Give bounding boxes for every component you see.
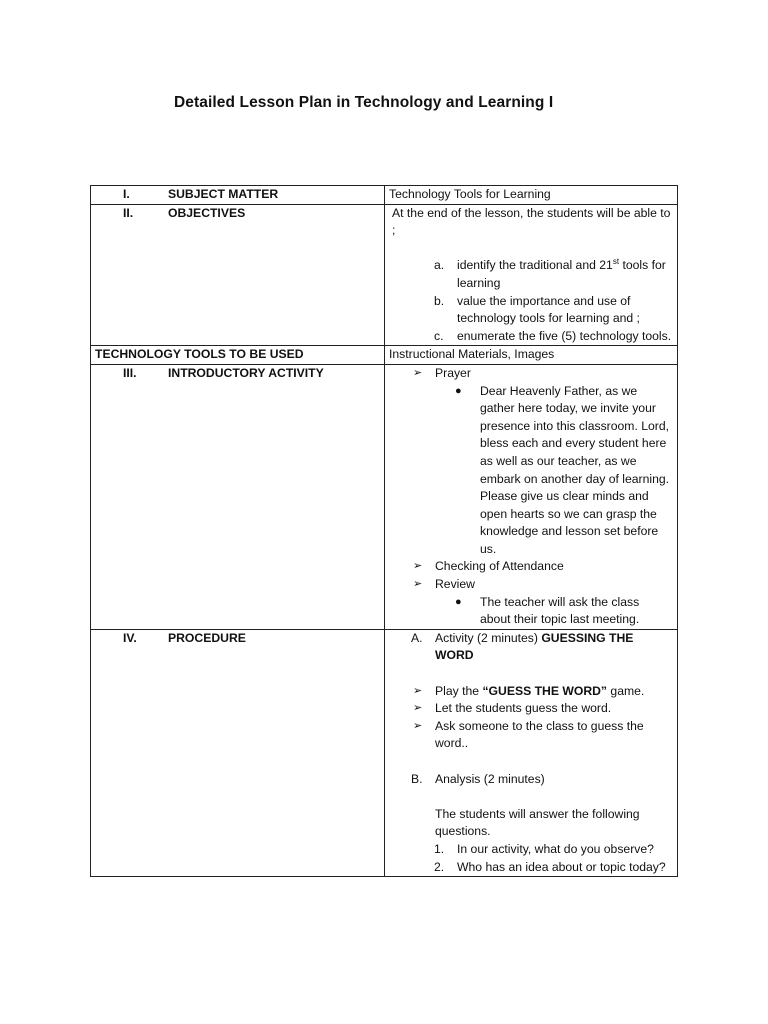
procedure-label-cell xyxy=(91,629,385,876)
document-title: Detailed Lesson Plan in Technology and Learning I xyxy=(174,94,554,111)
question-item xyxy=(389,859,673,877)
game-name: “GUESS THE WORD” xyxy=(482,683,608,698)
row-label: OBJECTIVES xyxy=(168,205,246,220)
review-text-item xyxy=(389,594,673,629)
objectives-list xyxy=(389,257,673,345)
introductory-label-cell xyxy=(91,364,385,629)
arrow-bullet-icon: ➢ xyxy=(413,560,423,573)
play-item xyxy=(389,683,673,701)
objectives-label-cell xyxy=(91,204,385,346)
superscript: st xyxy=(612,257,620,267)
list-marker: B. xyxy=(411,771,423,786)
attendance-item xyxy=(389,558,673,576)
objective-text: enumerate the five (5) technology tools. xyxy=(457,328,672,343)
list-marker: 2. xyxy=(434,859,445,874)
dot-bullet-icon: ● xyxy=(455,595,462,608)
list-marker: A. xyxy=(411,630,423,645)
arrow-bullet-icon: ➢ xyxy=(413,719,423,732)
tools-value: Instructional Materials, Images xyxy=(385,346,678,365)
prayer-label: Prayer xyxy=(435,365,471,380)
arrow-bullet-icon: ➢ xyxy=(413,578,423,591)
question-text: In our activity, what do you observe? xyxy=(457,841,654,856)
review-label: Review xyxy=(435,577,475,592)
tools-label: TECHNOLOGY TOOLS TO BE USED xyxy=(91,346,385,365)
row-tools xyxy=(91,346,678,365)
introductory-cell xyxy=(385,364,678,629)
objective-item xyxy=(389,257,673,292)
let-guess-text: Let the students guess the word. xyxy=(435,701,612,716)
row-objectives xyxy=(91,204,678,346)
question-text: Who has an idea about or topic today? xyxy=(457,859,666,874)
row-label: INTRODUCTORY ACTIVITY xyxy=(168,365,324,380)
objective-text: value the importance and use of technology tools for learning and ; xyxy=(457,293,640,326)
row-subject-matter xyxy=(91,186,678,205)
row-label: PROCEDURE xyxy=(168,630,246,645)
lesson-plan-table xyxy=(90,185,678,877)
attendance-text: Checking of Attendance xyxy=(435,559,564,574)
row-number: II. xyxy=(123,205,134,220)
row-number: I. xyxy=(123,187,130,201)
review-item xyxy=(389,576,673,594)
row-number: IV. xyxy=(123,630,137,645)
play-text-end: game. xyxy=(607,683,645,698)
analysis-text: Analysis (2 minutes) xyxy=(435,771,545,786)
list-marker: c. xyxy=(434,328,444,343)
dot-bullet-icon: ● xyxy=(455,384,462,397)
prayer-text: Dear Heavenly Father, as we gather here today, we invite your presence into this classroom. Lord, bless each and every student here as well as our teacher, as we embark on another day of learning. Please give us clear minds and open hearts so we can grasp the knowledge and lesson set before us. xyxy=(480,383,670,556)
question-item xyxy=(389,841,673,859)
activity-item xyxy=(389,630,673,665)
arrow-bullet-icon: ➢ xyxy=(413,702,423,715)
objective-item xyxy=(389,293,673,328)
arrow-bullet-icon: ➢ xyxy=(413,684,423,697)
row-number: III. xyxy=(123,365,137,380)
row-procedure xyxy=(91,629,678,876)
play-text-start: Play the xyxy=(435,683,483,698)
objective-item xyxy=(389,328,673,346)
ask-guess-item xyxy=(389,718,673,753)
activity-text: Activity (2 minutes) xyxy=(435,630,542,645)
objective-text-start: identify the traditional and 21 xyxy=(457,258,613,273)
subject-matter-value: Technology Tools for Learning xyxy=(385,186,678,205)
objectives-cell xyxy=(385,204,678,346)
prayer-text-item xyxy=(389,383,673,559)
review-text: The teacher will ask the class about their topic last meeting. xyxy=(480,594,640,627)
let-guess-item xyxy=(389,700,673,718)
activity-title: GUESSING THE WORD xyxy=(435,630,634,663)
procedure-cell xyxy=(385,629,678,876)
list-marker: a. xyxy=(434,258,445,273)
objective-text-end: tools for learning xyxy=(457,258,666,290)
row-introductory-activity xyxy=(91,364,678,629)
arrow-bullet-icon: ➢ xyxy=(413,366,423,379)
analysis-item xyxy=(389,771,673,789)
ask-guess-text: Ask someone to the class to guess the word.. xyxy=(435,718,644,751)
objectives-intro: At the end of the lesson, the students will be able to ; xyxy=(392,205,671,238)
list-marker: b. xyxy=(434,293,445,308)
prayer-item xyxy=(389,365,673,383)
list-marker: 1. xyxy=(434,841,445,856)
row-label: SUBJECT MATTER xyxy=(168,187,279,201)
answer-intro: The students will answer the following questions. xyxy=(435,806,640,839)
subject-matter-label-cell xyxy=(91,186,385,205)
